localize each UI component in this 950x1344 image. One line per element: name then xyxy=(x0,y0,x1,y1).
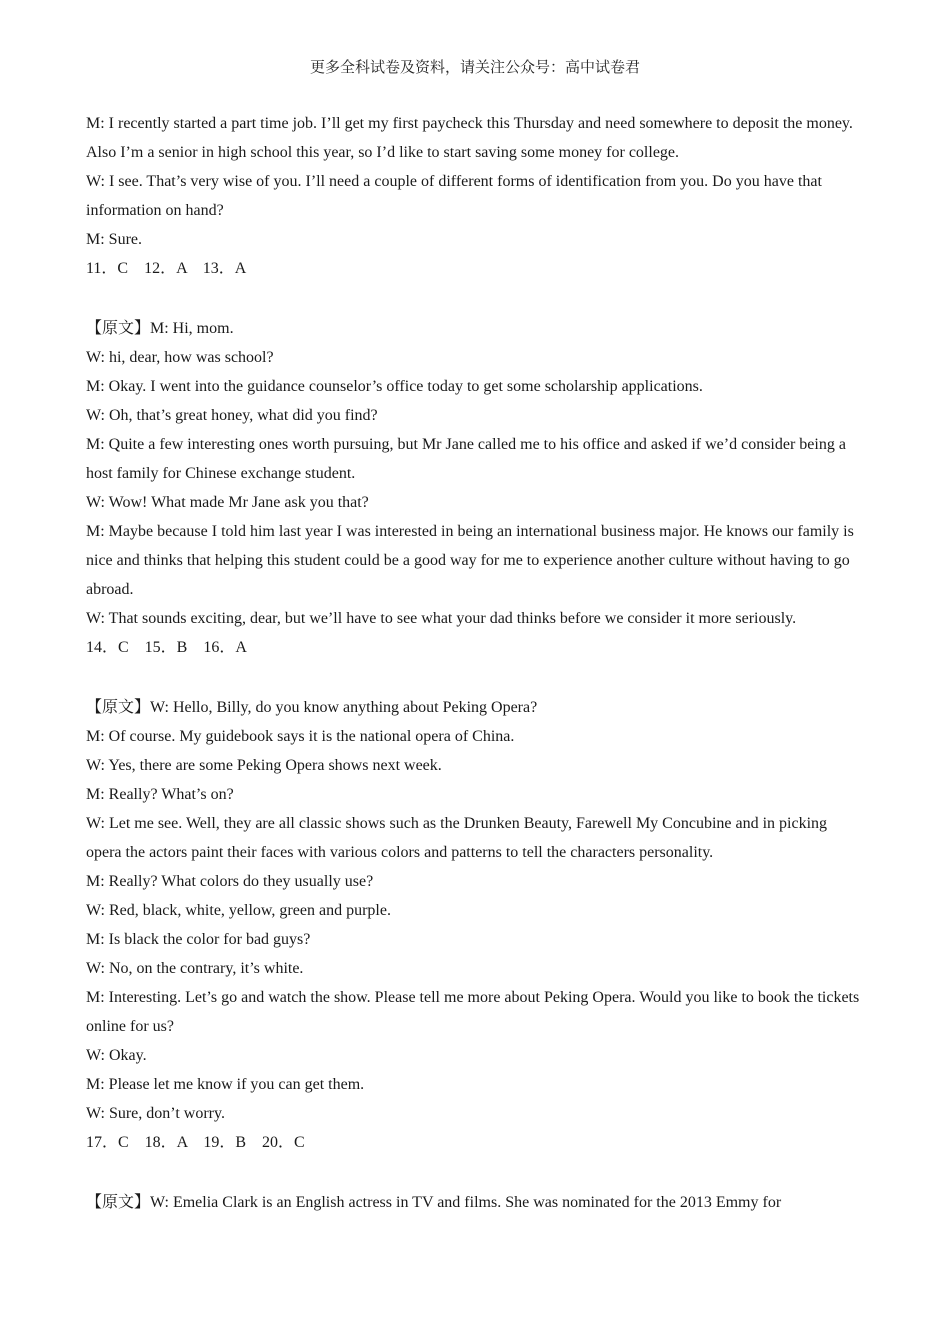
dialogue-section xyxy=(86,693,866,1157)
page-header: 更多全科试卷及资料，请关注公众号：高中试卷君 xyxy=(309,60,640,76)
dialogue-line: M: Quite a few interesting ones worth pursuing, but Mr Jane called me to his office and asked if we’d consider being a host family for Chinese exchange student. xyxy=(86,436,846,482)
dialogue-section xyxy=(86,1188,866,1217)
dialogue-line: W: No, on the contrary, it’s white. xyxy=(86,960,304,977)
dialogue-line: M: Really? What’s on? xyxy=(86,786,234,803)
dialogue-line: W: Sure, don’t worry. xyxy=(86,1105,225,1122)
answer-key: 17．C 18．A 19．B 20．C xyxy=(86,1134,305,1151)
answer-key: 14．C 15．B 16．A xyxy=(86,639,247,656)
dialogue-line: W: Let me see. Well, they are all classic shows such as the Drunken Beauty, Farewell My Concubine and in picking opera the actors paint their faces with various colors and patterns to tell the characters personality. xyxy=(86,815,828,861)
dialogue-line: M: Really? What colors do they usually use? xyxy=(86,873,374,890)
dialogue-line: W: Oh, that’s great honey, what did you find? xyxy=(86,407,378,424)
dialogue-line: M: Of course. My guidebook says it is the national opera of China. xyxy=(86,728,515,745)
dialogue-line: M: I recently started a part time job. I’ll get my first paycheck this Thursday and need somewhere to deposit the money. Also I’m a senior in high school this year, so I’d like to start saving some money for college. xyxy=(86,115,853,161)
answer-key: 11．C 12．A 13．A xyxy=(86,260,247,277)
dialogue-line: M: Sure. xyxy=(86,231,142,248)
dialogue-line: M: Maybe because I told him last year I was interested in being an international business major. He knows our family is nice and thinks that helping this student could be a good way for me to experience another culture without having to go abroad. xyxy=(86,523,854,598)
dialogue-line: 【原文】W: Emelia Clark is an English actress in TV and films. She was nominated for the 2013 Emmy for xyxy=(86,1194,782,1211)
dialogue-section xyxy=(86,109,866,283)
dialogue-line: M: Interesting. Let’s go and watch the show. Please tell me more about Peking Opera. Would you like to book the tickets online for us? xyxy=(86,989,860,1035)
dialogue-line: W: Okay. xyxy=(86,1047,147,1064)
dialogue-line: W: Wow! What made Mr Jane ask you that? xyxy=(86,494,369,511)
dialogue-line: 【原文】W: Hello, Billy, do you know anything about Peking Opera? xyxy=(86,699,538,716)
dialogue-line: M: Okay. I went into the guidance counselor’s office today to get some scholarship applications. xyxy=(86,378,703,395)
dialogue-line: W: Red, black, white, yellow, green and purple. xyxy=(86,902,391,919)
dialogue-line: W: hi, dear, how was school? xyxy=(86,349,274,366)
dialogue-line: W: Yes, there are some Peking Opera shows next week. xyxy=(86,757,442,774)
document-body xyxy=(86,109,866,1217)
dialogue-line: M: Is black the color for bad guys? xyxy=(86,931,311,948)
dialogue-line: W: That sounds exciting, dear, but we’ll have to see what your dad thinks before we consider it more seriously. xyxy=(86,610,797,627)
dialogue-line: 【原文】M: Hi, mom. xyxy=(86,320,234,337)
dialogue-line: M: Please let me know if you can get them. xyxy=(86,1076,365,1093)
dialogue-line: W: I see. That’s very wise of you. I’ll need a couple of different forms of identification from you. Do you have that information on hand? xyxy=(86,173,822,219)
dialogue-section xyxy=(86,314,866,662)
